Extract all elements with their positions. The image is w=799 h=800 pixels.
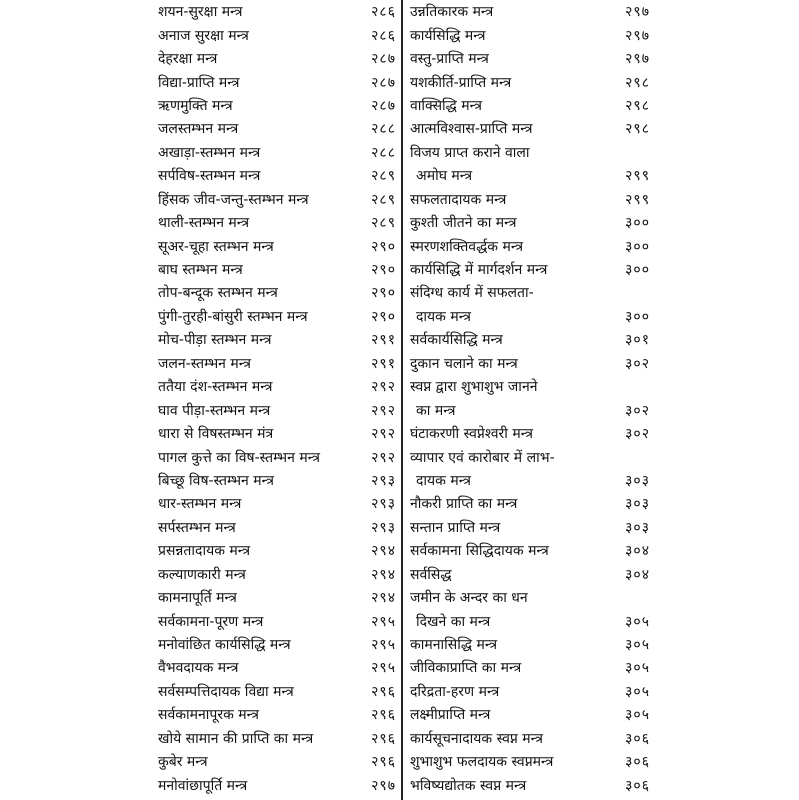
entry-page-number: २८६ [371,4,396,21]
index-entry [410,469,650,492]
entry-title: कार्यसिद्धि मन्त्र [410,27,486,44]
entry-title: भविष्यद्योतक स्वप्न मन्त्र [410,777,527,794]
entry-page-number: २९५ [371,613,396,630]
entry-title: वस्तु-प्राप्ति मन्त्र [410,51,489,68]
entry-page-number: २८९ [371,191,396,208]
index-entry [410,141,650,164]
entry-title: अमोघ मन्त्र [416,168,473,185]
entry-title: सर्वकामनापूरक मन्त्र [158,707,259,724]
index-entry [410,281,650,304]
entry-title: सन्तान प्राप्ति मन्त्र [410,519,501,536]
entry-title: विजय प्राप्त कराने वाला [410,144,530,161]
index-entry [158,633,396,656]
entry-page-number: ३०३ [625,496,650,513]
entry-page-number: २८८ [371,144,396,161]
index-entry [410,0,650,23]
entry-page-number: २८६ [371,27,396,44]
index-entry [410,211,650,234]
index-entry [410,234,650,257]
entry-page-number: २९० [371,308,396,325]
entry-page-number: २९० [371,238,396,255]
column-divider [401,0,403,800]
index-entry [158,398,396,421]
entry-title: कामनापूर्ति मन्त्र [158,590,237,607]
index-entry [158,609,396,632]
entry-title: घंटाकरणी स्वप्नेश्वरी मन्त्र [410,426,534,443]
entry-title: सर्पविष-स्तम्भन मन्त्र [158,168,261,185]
index-entry [158,656,396,679]
entry-page-number: २९४ [371,590,396,607]
entry-page-number: ३०१ [625,332,650,349]
index-entry [158,727,396,750]
index-entry [158,23,396,46]
index-entry [158,234,396,257]
entry-title: ततैया दंश-स्तम्भन मन्त्र [158,379,273,396]
index-entry [158,563,396,586]
index-entry [158,445,396,468]
index-entry [410,258,650,281]
entry-page-number: ३०३ [625,519,650,536]
index-entry [410,727,650,750]
index-entry [158,586,396,609]
index-entry [410,656,650,679]
entry-page-number: ३०२ [625,355,650,372]
entry-page-number: २९७ [625,27,650,44]
entry-title: सफलतादायक मन्त्र [410,191,507,208]
entry-title: बिच्छू विष-स्तम्भन मन्त्र [158,472,274,489]
entry-title: तोप-बन्दूक स्तम्भन मन्त्र [158,285,278,302]
entry-title: वैभवदायक मन्त्र [158,660,239,677]
entry-title: बाघ स्तम्भन मन्त्र [158,262,243,279]
index-entry [158,281,396,304]
entry-title: जलन-स्तम्भन मन्त्र [158,355,252,372]
entry-title: नौकरी प्राप्ति का मन्त्र [410,496,518,513]
index-entry [410,117,650,140]
entry-title: सूअर-चूहा स्तम्भन मन्त्र [158,238,274,255]
index-entry [158,352,396,375]
entry-title: व्यापार एवं कारोबार में लाभ- [410,449,555,466]
index-entry [410,23,650,46]
index-entry [410,305,650,328]
index-entry [158,211,396,234]
entry-title: आत्मविश्वास-प्राप्ति मन्त्र [410,121,533,138]
entry-title: सर्वकार्यसिद्धि मन्त्र [410,332,503,349]
entry-page-number: ३०५ [625,683,650,700]
entry-title: कामनासिद्धि मन्त्र [410,637,498,654]
entry-page-number: ३०६ [625,754,650,771]
entry-title: धार-स्तम्भन मन्त्र [158,496,242,513]
entry-title: दायक मन्त्र [416,472,472,489]
index-entry [158,422,396,445]
entry-title: दरिद्रता-हरण मन्त्र [410,683,500,700]
entry-title: विद्या-प्राप्ति मन्त्र [158,74,240,91]
entry-title: मनोवांछापूर्ति मन्त्र [158,777,248,794]
index-entry [158,773,396,796]
entry-page-number: २९१ [371,332,396,349]
entry-page-number: २९७ [371,777,396,794]
index-entry [158,469,396,492]
entry-title: उन्नतिकारक मन्त्र [410,4,494,21]
entry-page-number: ३०५ [625,707,650,724]
entry-title: सर्वसम्पत्तिदायक विद्या मन्त्र [158,683,294,700]
entry-title: का मन्त्र [416,402,456,419]
entry-page-number: ३०० [625,308,650,325]
entry-page-number: २९४ [371,566,396,583]
index-entry [158,305,396,328]
entry-title: अनाज सुरक्षा मन्त्र [158,27,249,44]
index-entry [410,563,650,586]
entry-page-number: २९२ [371,449,396,466]
index-entry [158,516,396,539]
index-entry [158,258,396,281]
entry-title: कुबेर मन्त्र [158,754,208,771]
entry-title: सर्वकामना सिद्धिदायक मन्त्र [410,543,549,560]
index-entry [410,328,650,351]
entry-page-number: २९५ [371,637,396,654]
entry-title: स्वप्न द्वारा शुभाशुभ जानने [410,379,538,396]
entry-page-number: ३०० [625,215,650,232]
index-entry [158,375,396,398]
entry-page-number: ३०६ [625,730,650,747]
entry-page-number: २९७ [625,4,650,21]
entry-title: दायक मन्त्र [416,308,472,325]
index-entry [158,680,396,703]
index-entry [158,328,396,351]
entry-title: धारा से विषस्तम्भन मंत्र [158,426,274,443]
index-entry [410,375,650,398]
index-entry [158,70,396,93]
entry-page-number: २८९ [371,168,396,185]
entry-page-number: २९२ [371,379,396,396]
index-entry [158,0,396,23]
index-entry [410,352,650,375]
index-entry [410,680,650,703]
entry-title: अखाड़ा-स्तम्भन मन्त्र [158,144,261,161]
entry-page-number: ३०५ [625,660,650,677]
entry-page-number: २९२ [371,426,396,443]
entry-page-number: २९६ [371,754,396,771]
index-entry [410,516,650,539]
index-entry [410,445,650,468]
entry-page-number: ३०३ [625,472,650,489]
entry-title: जीविकाप्राप्ति का मन्त्र [410,660,522,677]
entry-page-number: २९८ [625,97,650,114]
entry-page-number: २९८ [625,74,650,91]
index-entry [410,773,650,796]
entry-title: सर्वसिद्ध [410,566,452,583]
entry-page-number: २९८ [625,121,650,138]
index-entry [410,47,650,70]
entry-page-number: २९३ [371,496,396,513]
entry-page-number: ३०४ [625,543,650,560]
index-entry [410,398,650,421]
entry-title: ऋणमुक्ति मन्त्र [158,97,233,114]
entry-page-number: २९० [371,262,396,279]
entry-page-number: २९३ [371,519,396,536]
index-entry [158,47,396,70]
index-entry [410,633,650,656]
index-entry [158,117,396,140]
entry-title: पुंगी-तुरही-बांसुरी स्तम्भन मन्त्र [158,308,308,325]
entry-title: दुकान चलाने का मन्त्र [410,355,518,372]
right-column [410,0,650,797]
index-entry [410,703,650,726]
index-entry [158,539,396,562]
entry-page-number: २९४ [371,543,396,560]
entry-page-number: २८९ [371,215,396,232]
entry-title: हिंसक जीव-जन्तु-स्तम्भन मन्त्र [158,191,309,208]
entry-title: पागल कुत्ते का विष-स्तम्भन मन्त्र [158,449,320,466]
entry-title: जलस्तम्भन मन्त्र [158,121,239,138]
entry-title: मनोवांछित कार्यसिद्धि मन्त्र [158,637,291,654]
entry-title: शुभाशुभ फलदायक स्वप्नमन्त्र [410,754,554,771]
entry-title: कल्याणकारी मन्त्र [158,566,246,583]
entry-title: सर्पस्तम्भन मन्त्र [158,519,236,536]
entry-page-number: २८७ [371,97,396,114]
entry-page-number: २९५ [371,660,396,677]
entry-page-number: २९६ [371,730,396,747]
entry-title: शयन-सुरक्षा मन्त्र [158,4,243,21]
entry-title: खोये सामान की प्राप्ति का मन्त्र [158,730,314,747]
entry-page-number: ३०५ [625,637,650,654]
entry-page-number: २८७ [371,74,396,91]
entry-page-number: २८८ [371,121,396,138]
entry-page-number: २९९ [625,168,650,185]
entry-page-number: २९६ [371,707,396,724]
entry-title: मोच-पीड़ा स्तम्भन मन्त्र [158,332,272,349]
index-entry [410,94,650,117]
entry-title: वाक्सिद्धि मन्त्र [410,97,482,114]
left-column [158,0,396,797]
index-entry [158,703,396,726]
entry-page-number: २९७ [625,51,650,68]
entry-title: कार्यसूचनादायक स्वप्न मन्त्र [410,730,543,747]
index-entry [410,609,650,632]
entry-title: दिखने का मन्त्र [416,613,491,630]
entry-title: प्रसन्नतादायक मन्त्र [158,543,251,560]
entry-page-number: ३०० [625,238,650,255]
entry-page-number: २९२ [371,402,396,419]
entry-page-number: २८७ [371,51,396,68]
index-entry [410,188,650,211]
index-entry [158,141,396,164]
entry-title: देहरक्षा मन्त्र [158,51,218,68]
entry-page-number: २९६ [371,683,396,700]
entry-title: सर्वकामना-पूरण मन्त्र [158,613,264,630]
entry-page-number: ३०५ [625,613,650,630]
entry-page-number: ३०६ [625,777,650,794]
entry-page-number: ३०० [625,262,650,279]
entry-page-number: २९३ [371,472,396,489]
index-entry [410,586,650,609]
index-entry [158,164,396,187]
entry-title: संदिग्ध कार्य में सफलता- [410,285,534,302]
index-entry [158,492,396,515]
entry-title: कुश्ती जीतने का मन्त्र [410,215,517,232]
entry-page-number: २९१ [371,355,396,372]
entry-title: यशकीर्ति-प्राप्ति मन्त्र [410,74,512,91]
entry-title: स्मरणशक्तिवर्द्धक मन्त्र [410,238,524,255]
entry-page-number: ३०४ [625,566,650,583]
index-entry [410,422,650,445]
entry-title: कार्यसिद्धि में मार्गदर्शन मन्त्र [410,262,548,279]
entry-page-number: ३०२ [625,426,650,443]
entry-page-number: २९० [371,285,396,302]
index-entry [410,492,650,515]
index-entry [410,539,650,562]
index-entry [158,188,396,211]
entry-title: घाव पीड़ा-स्तम्भन मन्त्र [158,402,271,419]
entry-title: थाली-स्तम्भन मन्त्र [158,215,250,232]
index-entry [158,94,396,117]
entry-page-number: २९९ [625,191,650,208]
index-entry [158,750,396,773]
index-entry [410,70,650,93]
index-entry [410,750,650,773]
entry-page-number: ३०२ [625,402,650,419]
index-entry [410,164,650,187]
entry-title: लक्ष्मीप्राप्ति मन्त्र [410,707,491,724]
entry-title: जमीन के अन्दर का धन [410,590,528,607]
